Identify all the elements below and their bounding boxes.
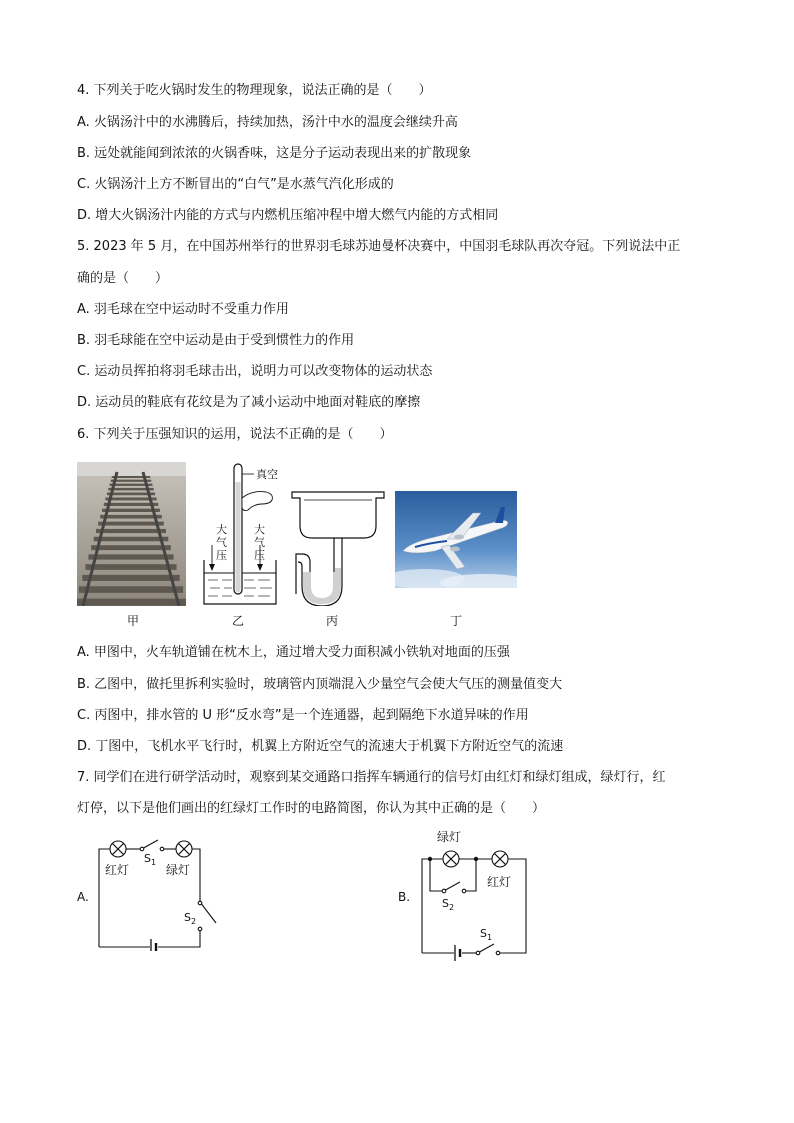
circuit-b-diagram: [416, 845, 531, 963]
circuit-a-s2-label: $S_2$: [184, 911, 197, 927]
caption-ding: 丁: [449, 614, 462, 628]
q6-option-d: D. 丁图中，飞机水平飞行时，机翼上方附近空气的流速大于机翼下方附近空气的流速: [77, 739, 564, 754]
q7-stem-line1: 7. 同学们在进行研学活动时，观察到某交通路口指挥车辆通行的信号灯由红灯和绿灯组成，绿灯行，红: [77, 770, 666, 785]
caption-yi: 乙: [231, 614, 244, 628]
q5-option-a: A. 羽毛球在空中运动时不受重力作用: [77, 302, 289, 317]
airplane-photo: [395, 491, 517, 588]
circuit-b-red-label: 红灯: [487, 875, 512, 889]
circuit-b-s2-label: $S_2$: [442, 897, 455, 913]
q6-option-b: B. 乙图中，做托里拆利实验时，玻璃管内顶端混入少量空气会使大气压的测量值变大: [77, 677, 563, 692]
circuit-a-diagram: [92, 835, 222, 951]
q4-option-b: B. 远处就能闻到浓浓的火锅香味，这是分子运动表现出来的扩散现象: [77, 146, 472, 161]
q7-stem-line2: 灯停，以下是他们画出的红绿灯工作时的电路简图，你认为其中正确的是（ ）: [77, 801, 546, 816]
atm-left-label: 大气压: [216, 523, 227, 562]
q5-option-b: B. 羽毛球能在空中运动是由于受到惯性力的作用: [77, 333, 355, 348]
circuit-a-label: A.: [77, 890, 89, 904]
atm-right-label: 大气压: [254, 523, 265, 562]
circuit-a-green-label: 绿灯: [166, 863, 191, 877]
q6-option-c: C. 丙图中，排水管的 U 形“反水弯”是一个连通器，起到隔绝下水道异味的作用: [77, 708, 529, 723]
caption-jia: 甲: [126, 614, 139, 628]
caption-bing: 丙: [325, 614, 338, 628]
vacuum-label: 真空: [256, 468, 278, 481]
circuit-b-s1-label: $S_1$: [480, 927, 493, 943]
q5-stem-line2: 确的是（ ）: [77, 271, 169, 286]
q6-option-a: A. 甲图中，火车轨道铺在枕木上，通过增大受力面积减小铁轨对地面的压强: [77, 645, 510, 660]
q5-stem-line1: 5. 2023 年 5 月，在中国苏州举行的世界羽毛球苏迪曼杯决赛中，中国羽毛球队再次夺冠。下列说法中正: [77, 239, 681, 254]
q4-option-c: C. 火锅汤汁上方不断冒出的“白气”是水蒸气汽化形成的: [77, 177, 394, 192]
q6-stem: 6. 下列关于压强知识的运用，说法不正确的是（ ）: [77, 427, 393, 442]
q4-stem: 4. 下列关于吃火锅时发生的物理现象，说法正确的是（ ）: [77, 83, 432, 98]
q5-option-c: C. 运动员挥拍将羽毛球击出，说明力可以改变物体的运动状态: [77, 364, 433, 379]
sink-u-trap-diagram: [290, 490, 386, 606]
circuit-b-label: B.: [398, 890, 411, 904]
railway-photo: [77, 462, 186, 606]
q4-option-d: D. 增大火锅汤汁内能的方式与内燃机压缩冲程中增大燃气内能的方式相同: [77, 208, 499, 223]
circuit-a-s1-label: $S_1$: [144, 852, 157, 868]
circuit-b-green-label: 绿灯: [437, 830, 462, 844]
q5-option-d: D. 运动员的鞋底有花纹是为了减小运动中地面对鞋底的摩擦: [77, 395, 421, 410]
circuit-a-red-label: 红灯: [105, 863, 130, 877]
q4-option-a: A. 火锅汤汁中的水沸腾后，持续加热，汤汁中水的温度会继续升高: [77, 115, 458, 130]
